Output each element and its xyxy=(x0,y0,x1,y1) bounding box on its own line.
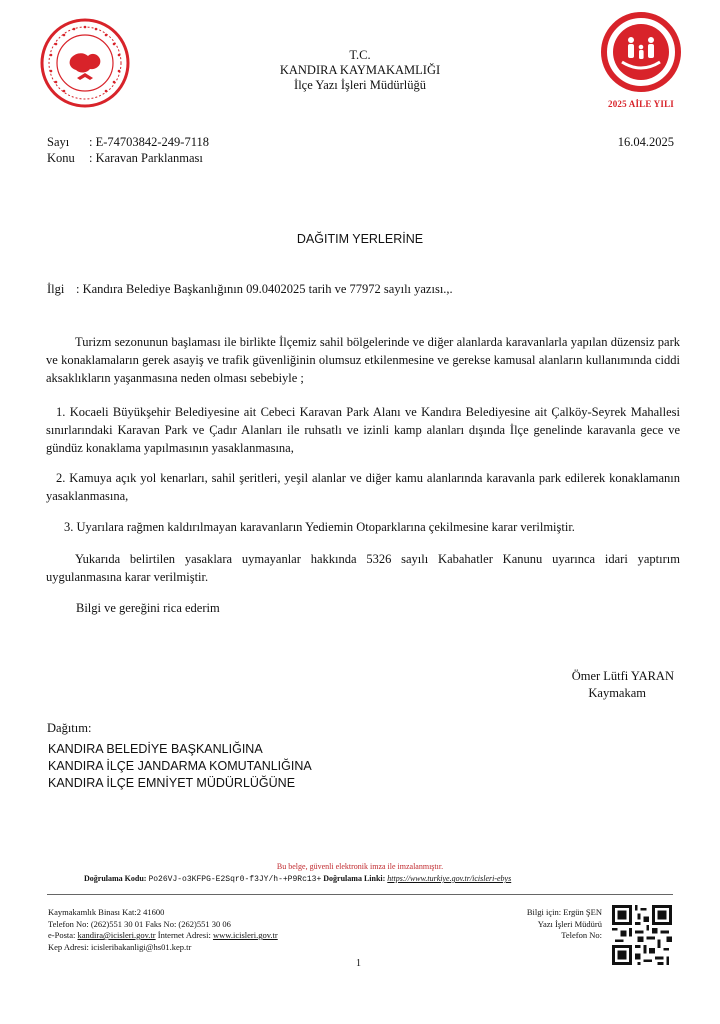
footer-email-link[interactable]: kandira@icisleri.gov.tr xyxy=(77,930,156,940)
signatory-title: Kaymakam xyxy=(588,686,646,700)
header-line-mudurluk: İlçe Yazı İşleri Müdürlüğü xyxy=(294,78,426,92)
verification-line xyxy=(84,874,511,884)
konu-label: Konu xyxy=(47,151,75,165)
footer-address: Kaymakamlık Binası Kat:2 41600 xyxy=(48,907,165,917)
signatory-name: Ömer Lütfi YARAN xyxy=(571,669,674,683)
footer-email-label: e-Posta: xyxy=(48,930,76,940)
page-number: 1 xyxy=(356,958,361,969)
footer-web-label: İnternet Adresi: xyxy=(157,930,211,940)
document-date: 16.04.2025 xyxy=(617,135,674,149)
distribution-item: KANDIRA BELEDİYE BAŞKANLIĞINA xyxy=(48,742,263,756)
ilgi-value: : Kandıra Belediye Başkanlığının 09.0402025 tarih ve 77972 sayılı yazısı.,. xyxy=(76,282,453,296)
info-contact: Bilgi için: Ergün ŞEN xyxy=(526,907,602,917)
body-closing: Yukarıda belirtilen yasaklara uymayanlar hakkında 5326 sayılı Kabahatler Kanunu uyarınca idari yaptırım uygulanmasına karar verilmiştir. xyxy=(46,552,680,584)
qr-code-icon xyxy=(612,905,672,965)
header-line-tc: T.C. xyxy=(349,48,371,62)
body-intro: Turizm sezonunun başlaması ile birlikte İlçemiz sahil bölgelerinde ve diğer alanlarda karavanlarla yapılan düzensiz park ve konaklamaların gerek asayiş ve trafik güvenliğinin olumsuz etkilenmesine ve gerekse kamusal alanların kullanımında ciddi aksaklıkların yaşanmasına neden olması sebebiyle ; xyxy=(46,335,680,385)
distribution-item: KANDIRA İLÇE EMNİYET MÜDÜRLÜĞÜNE xyxy=(48,776,296,790)
body-item-2: 2. Kamuya açık yol kenarları, sahil şeritleri, yeşil alanlar ve diğer kamu alanlarında karavanla park edilerek konaklamanın yasaklanmasına, xyxy=(46,471,680,503)
footer-contact xyxy=(48,907,278,953)
konu-value: : Karavan Parklanması xyxy=(89,151,203,165)
header-line-kaymakamlik: KANDIRA KAYMAKAMLIĞI xyxy=(279,63,441,77)
verification-code-label: Doğrulama Kodu: xyxy=(84,874,147,883)
sayi-label: Sayı xyxy=(47,135,70,149)
verification-link[interactable]: https://www.turkiye.gov.tr/icisleri-ebys xyxy=(387,874,512,883)
verification-code: Po26VJ-o3KFPG-E2Sqr0-f3JY/h-+P9Rc13+ xyxy=(148,875,322,884)
ilgi-label: İlgi xyxy=(47,282,65,296)
e-signature-notice: Bu belge, güvenli elektronik imza ile imzalanmıştır. xyxy=(276,862,444,871)
footer-info xyxy=(527,907,602,942)
verification-link-label: Doğrulama Linki: xyxy=(323,874,386,883)
footer-email-line xyxy=(48,930,278,942)
footer-web-link[interactable]: www.icisleri.gov.tr xyxy=(212,930,278,940)
sayi-value: : E-74703842-249-7118 xyxy=(89,135,210,149)
body-item-3: 3. Uyarılara rağmen kaldırılmayan karavanların Yediemin Otoparklarına çekilmesine karar verilmiştir. xyxy=(64,520,575,534)
body-regards: Bilgi ve gereğini rica ederim xyxy=(76,601,220,615)
distribution-label: Dağıtım: xyxy=(47,721,92,735)
body-item-1: 1. Kocaeli Büyükşehir Belediyesine ait Cebeci Karavan Park Alanı ve Kandıra Belediyesine ait Çalköy-Seyrek Mahallesi sınırlarındaki Karavan Park ve Çadır Alanları ile ruhsatlı ve izinli kamp alanları dışında İlçe genelinde karavanla gece ve gündüz konaklama yapılmasının yasaklanmasına, xyxy=(46,405,680,455)
page-title: DAĞITIM YERLERİNE xyxy=(296,232,424,246)
footer-divider xyxy=(47,894,673,895)
footer-kep: Kep Adresi: icisleribakanligi@hs01.kep.tr xyxy=(48,941,192,952)
aile-yili-label: 2025 AİLE YILI xyxy=(608,99,674,109)
info-phone: Telefon No: xyxy=(561,930,602,940)
info-title: Yazı İşleri Müdürü xyxy=(537,918,602,929)
distribution-item: KANDIRA İLÇE JANDARMA KOMUTANLIĞINA xyxy=(48,759,312,773)
footer-phone: Telefon No: (262)551 30 01 Faks No: (262)551 30 06 xyxy=(48,918,231,929)
